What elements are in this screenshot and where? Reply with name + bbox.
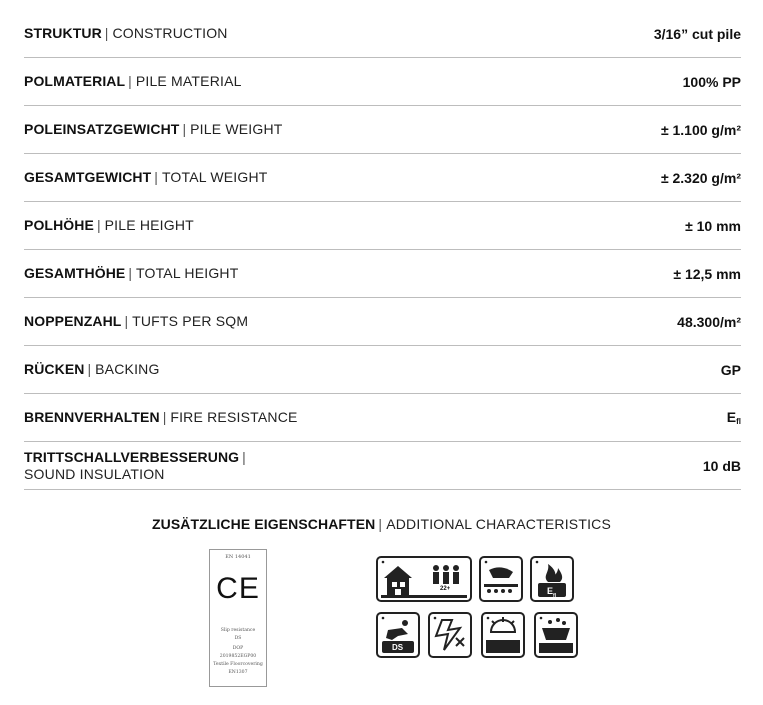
spec-row-pile-weight	[24, 106, 741, 154]
spec-row-sound-insulation	[24, 442, 741, 490]
spec-label: GESAMTHÖHE | TOTAL HEIGHT	[24, 265, 239, 281]
spec-label: POLHÖHE | PILE HEIGHT	[24, 217, 194, 233]
spec-value: ± 10 mm	[685, 217, 741, 234]
castor-chair-icon	[479, 556, 523, 602]
spec-value: 100% PP	[682, 73, 741, 90]
ce-slip: Slip resistance	[220, 628, 256, 633]
spec-row-construction	[24, 10, 741, 58]
spec-label: RÜCKEN | BACKING	[24, 361, 160, 377]
icon-text: 22+	[440, 586, 451, 592]
spec-label: TRITTSCHALLVERBESSERUNG | SOUND INSULATION	[24, 448, 246, 482]
spec-label: STRUKTUR | CONSTRUCTION	[24, 25, 228, 41]
spec-row-backing	[24, 346, 741, 394]
spec-row-pile-height	[24, 202, 741, 250]
spec-value: GP	[720, 361, 741, 378]
spec-value: ± 2.320 g/m²	[660, 169, 741, 186]
spec-value: 3/16” cut pile	[653, 25, 741, 42]
specifications-table	[24, 10, 741, 490]
spec-row-total-weight	[24, 154, 741, 202]
ce-mark-icon: CE	[216, 572, 260, 605]
spec-value: $E_{fl}$	[726, 409, 741, 426]
domestic-commercial-use-icon	[376, 556, 472, 602]
spec-value: ± 1.100 g/m²	[660, 121, 741, 138]
spec-label: NOPPENZAHL | TUFTS PER SQM	[24, 313, 249, 329]
additional-characteristics-heading: ZUSÄTZLICHE EIGENSCHAFTEN | ADDITIONAL CHARACTERISTICS	[151, 516, 612, 532]
slip-resistance-icon	[376, 612, 420, 658]
icon-text: DS	[392, 643, 404, 652]
antistatic-icon	[428, 612, 472, 658]
spec-row-pile-material	[24, 58, 741, 106]
spec-label: POLEINSATZGEWICHT | PILE WEIGHT	[24, 121, 283, 137]
spec-label: GESAMTGEWICHT | TOTAL WEIGHT	[24, 169, 268, 185]
spec-value: 48.300/m²	[677, 313, 741, 330]
fire-resistance-icon	[530, 556, 574, 602]
ce-dop: DOP	[232, 646, 244, 651]
ce-dop-number: 2019852EGP00	[219, 654, 257, 659]
ce-norm: EN1307	[228, 670, 248, 675]
spec-row-tufts-per-sqm	[24, 298, 741, 346]
spec-label: BRENNVERHALTEN | FIRE RESISTANCE	[24, 409, 298, 425]
wet-cleaning-icon	[534, 612, 578, 658]
spec-row-fire-resistance	[24, 394, 741, 442]
ce-label	[209, 549, 267, 687]
spec-value: ± 12,5 mm	[673, 265, 741, 282]
spec-value: 10 dB	[702, 457, 741, 474]
spec-label: POLMATERIAL | PILE MATERIAL	[24, 73, 242, 89]
spec-row-total-height	[24, 250, 741, 298]
ce-slip-class: DS	[234, 636, 242, 641]
icon-text: $E_{fl}$	[547, 586, 557, 599]
light-fastness-icon	[481, 612, 525, 658]
ce-product: Textile Floorcovering	[213, 662, 263, 667]
ce-standard: EN 14041	[225, 554, 251, 560]
